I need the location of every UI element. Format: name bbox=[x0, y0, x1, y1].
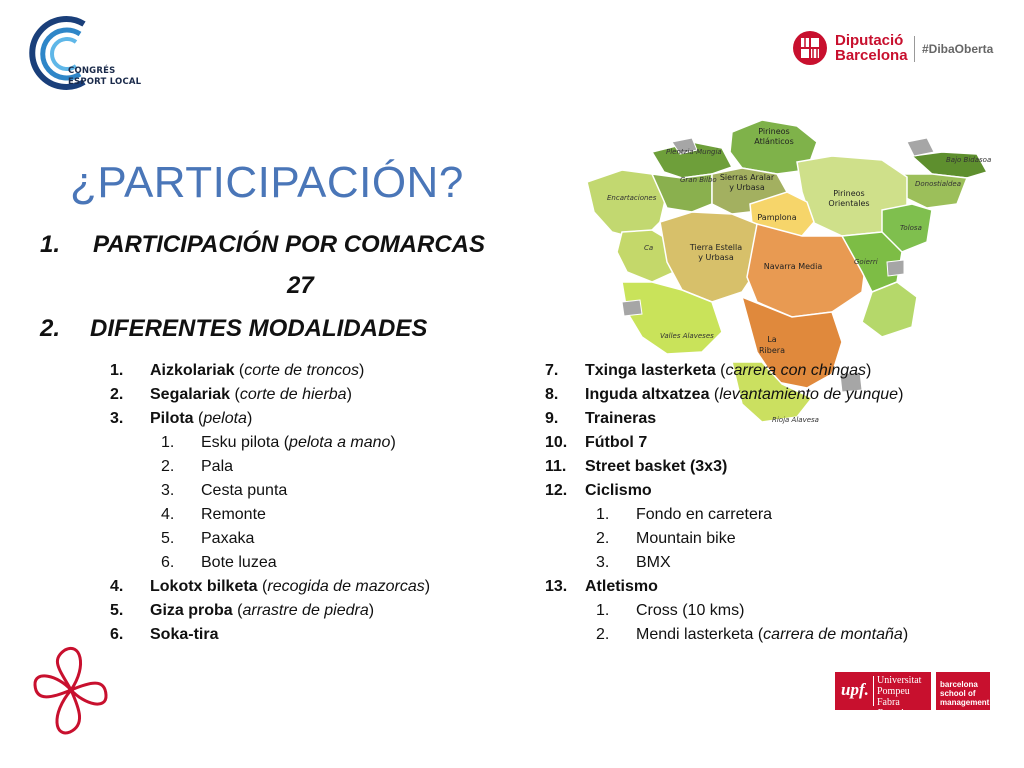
sub-list-item bbox=[161, 551, 277, 575]
list-item-translation: levantamiento de yunque bbox=[719, 386, 899, 403]
map-label-la-1: La bbox=[767, 335, 777, 344]
sub-list-item bbox=[596, 623, 908, 647]
section-2-number: 2. bbox=[40, 315, 61, 342]
list-item-number: 4. bbox=[110, 578, 124, 595]
map-region-east-strip bbox=[862, 282, 917, 337]
list-item-name: Fútbol 7 bbox=[585, 434, 648, 451]
map-label-pirineos-orientales-1: Pirineos bbox=[833, 189, 865, 198]
list-item-paren-close: ) bbox=[424, 578, 431, 595]
map-label-donostialdea: Donostialdea bbox=[915, 180, 962, 188]
bsm-logo bbox=[936, 672, 990, 710]
sub-list-item-text: Cesta punta bbox=[201, 482, 288, 499]
map-label-rioja-alavesa: Rioja Alavesa bbox=[772, 416, 819, 424]
sub-list-item-text: Mendi lasterketa ( bbox=[636, 626, 764, 643]
section-2 bbox=[40, 315, 427, 343]
section-1-label: PARTICIPACIÓN POR COMARCAS bbox=[93, 231, 486, 258]
map-label-valles-alaveses: Valles Alaveses bbox=[660, 332, 714, 340]
map-label-sierras-2: y Urbasa bbox=[729, 183, 765, 192]
map-label-goierri: Goierri bbox=[854, 258, 878, 266]
sub-list-item-text: Fondo en carretera bbox=[636, 506, 773, 523]
map-label-tierra-estella-1: Tierra Estella bbox=[689, 243, 743, 252]
list-item bbox=[110, 383, 352, 407]
sub-list-item-text: Esku pilota ( bbox=[201, 434, 290, 451]
list-item-paren-open: ( bbox=[230, 386, 240, 403]
sub-list-item bbox=[596, 503, 772, 527]
list-item bbox=[110, 599, 374, 623]
map-label-tolosa: Tolosa bbox=[900, 224, 922, 232]
sub-list-item bbox=[161, 431, 396, 455]
list-item-paren-open: ( bbox=[257, 578, 268, 595]
sub-list-item bbox=[596, 599, 744, 623]
list-item-number: 10. bbox=[545, 434, 568, 451]
sub-list-item-number: 2. bbox=[596, 530, 610, 547]
sub-list-item-translation: carrera de montaña bbox=[763, 626, 903, 643]
sub-list-item bbox=[161, 479, 287, 503]
upf-line3: Barcelona bbox=[877, 708, 919, 719]
map-label-pirineos-orientales-2: Orientales bbox=[828, 199, 870, 208]
list-item-paren-close: ) bbox=[368, 602, 375, 619]
list-item-translation: recogida de mazorcas bbox=[267, 578, 425, 595]
list-item-paren-close: ) bbox=[246, 410, 253, 427]
list-item-name: Segalariak bbox=[150, 386, 231, 403]
page-title: ¿PARTICIPACIÓN? bbox=[70, 158, 464, 207]
map-label-sierras-1: Sierras Aralar bbox=[719, 173, 775, 182]
sub-list-item bbox=[596, 527, 736, 551]
bsm-line2: school of bbox=[940, 689, 976, 698]
list-item-number: 9. bbox=[545, 410, 559, 427]
list-item bbox=[545, 575, 658, 599]
list-item-number: 2. bbox=[110, 386, 124, 403]
list-item-name: Traineras bbox=[585, 410, 657, 427]
list-item-paren-close: ) bbox=[359, 362, 365, 379]
sub-list-item-number: 3. bbox=[161, 482, 175, 499]
section-2-label: DIFERENTES MODALIDADES bbox=[90, 315, 428, 342]
sub-list-item-text: Paxaka bbox=[201, 530, 255, 547]
list-item-number: 1. bbox=[110, 362, 124, 379]
list-item bbox=[545, 431, 647, 455]
list-item-number: 8. bbox=[545, 386, 559, 403]
sub-list-item-paren-close: ) bbox=[902, 626, 909, 643]
list-item bbox=[110, 623, 218, 647]
map-grey-patch-3 bbox=[887, 260, 904, 276]
list-item bbox=[545, 455, 727, 479]
sub-list-item-number: 3. bbox=[596, 554, 610, 571]
sub-list-item-number: 1. bbox=[161, 434, 175, 451]
congres-esport-local-logo bbox=[18, 12, 158, 92]
list-item-number: 6. bbox=[110, 626, 124, 643]
sub-list-item-number: 2. bbox=[161, 458, 175, 475]
sub-list-item bbox=[596, 551, 671, 575]
upf-divider bbox=[873, 676, 874, 706]
list-item bbox=[110, 407, 252, 431]
upf-abbr: upf. bbox=[841, 680, 869, 699]
sports-emblem-icon bbox=[30, 640, 112, 740]
list-item-name: Lokotx bilketa bbox=[150, 578, 258, 595]
list-item-translation: arrastre de piedra bbox=[242, 602, 369, 619]
diputacio-emblem-icon bbox=[792, 30, 828, 66]
sub-list-item-text: BMX bbox=[636, 554, 671, 571]
diputacio-barcelona-logo bbox=[792, 30, 1002, 70]
upf-line1: Universitat bbox=[877, 675, 922, 686]
list-item bbox=[545, 383, 903, 407]
map-label-pamplona: Pamplona bbox=[757, 213, 797, 222]
sub-list-item-paren-close: ) bbox=[390, 434, 396, 451]
list-item-number: 5. bbox=[110, 602, 124, 619]
sub-list-item-text: Mountain bike bbox=[636, 530, 736, 547]
list-item-translation: pelota bbox=[203, 410, 247, 427]
list-item-number: 12. bbox=[545, 482, 568, 499]
list-item-name: Street basket (3x3) bbox=[585, 458, 728, 475]
section-1-number: 1. bbox=[40, 231, 61, 258]
sub-list-item-text: Remonte bbox=[201, 506, 266, 523]
sub-list-item-number: 1. bbox=[596, 506, 610, 523]
list-item-paren-close: ) bbox=[898, 386, 904, 403]
list-item-translation: carrera con chingas bbox=[725, 362, 867, 379]
list-item-name: Atletismo bbox=[585, 578, 658, 595]
list-item-name: Inguda altxatzea bbox=[585, 386, 710, 403]
map-grey-patch-2 bbox=[907, 138, 934, 156]
upf-line2: Pompeu Fabra bbox=[877, 686, 910, 708]
sub-list-item-text: Pala bbox=[201, 458, 234, 475]
map-label-navarra-media: Navarra Media bbox=[763, 262, 823, 271]
list-item bbox=[110, 575, 430, 599]
list-item bbox=[545, 359, 871, 383]
sub-list-item-number: 1. bbox=[596, 602, 610, 619]
map-grey-patch-4 bbox=[622, 300, 642, 316]
list-item-name: Pilota bbox=[150, 410, 194, 427]
list-item-number: 7. bbox=[545, 362, 559, 379]
list-item-paren-close: ) bbox=[866, 362, 872, 379]
congres-logo-line1: CONGRÉS bbox=[68, 66, 116, 76]
upf-logo bbox=[835, 672, 931, 719]
bsm-line1: barcelona bbox=[940, 680, 978, 689]
diputacio-line2: Barcelona bbox=[835, 47, 908, 64]
map-label-gran-bilbo: Gran Bilbo bbox=[680, 176, 717, 184]
diputacio-line1: Diputació bbox=[835, 32, 904, 49]
list-item-name: Ciclismo bbox=[585, 482, 652, 499]
sub-list-item bbox=[161, 527, 254, 551]
map-label-tierra-estella-2: y Urbasa bbox=[698, 253, 734, 262]
list-item-number: 13. bbox=[545, 578, 568, 595]
list-item-paren-close: ) bbox=[346, 386, 352, 403]
list-item bbox=[545, 407, 656, 431]
sub-list-item-number: 2. bbox=[596, 626, 610, 643]
list-item-translation: corte de hierba bbox=[239, 386, 347, 403]
logo-divider bbox=[914, 36, 915, 62]
list-item-name: Giza proba bbox=[150, 602, 233, 619]
map-label-encartaciones: Encartaciones bbox=[607, 194, 657, 202]
list-item-paren-open: ( bbox=[715, 362, 726, 379]
list-item-paren-open: ( bbox=[709, 386, 720, 403]
list-item-name: Aizkolariak bbox=[150, 362, 235, 379]
map-label-pirineos-atlanticos: Pirineos bbox=[758, 127, 790, 136]
sub-list-item-number: 6. bbox=[161, 554, 175, 571]
list-item-number: 11. bbox=[545, 458, 567, 475]
list-item-name: Txinga lasterketa bbox=[585, 362, 716, 379]
map-label-cantabria: Ca bbox=[644, 244, 654, 252]
list-item-name: Soka-tira bbox=[150, 626, 219, 643]
congres-logo-line2: ESPORT LOCAL bbox=[68, 77, 142, 87]
list-item-paren-open: ( bbox=[232, 602, 243, 619]
bsm-line3: management bbox=[940, 698, 990, 707]
sub-list-item-text: Cross (10 kms) bbox=[636, 602, 745, 619]
section-1-value: 27 bbox=[287, 272, 314, 299]
sub-list-item-number: 4. bbox=[161, 506, 175, 523]
map-label-bajo-bidasoa: Bajo Bidasoa bbox=[946, 156, 992, 164]
list-item-number: 3. bbox=[110, 410, 124, 427]
section-1 bbox=[40, 231, 485, 259]
list-item-paren-open: ( bbox=[193, 410, 204, 427]
map-label-la-2: Ribera bbox=[759, 346, 785, 355]
list-item-paren-open: ( bbox=[234, 362, 245, 379]
sub-list-item-number: 5. bbox=[161, 530, 175, 547]
diba-hashtag: #DibaOberta bbox=[922, 42, 994, 56]
sub-list-item bbox=[161, 503, 266, 527]
sports-emblem-logo bbox=[30, 640, 112, 740]
list-item bbox=[110, 359, 364, 383]
sub-list-item bbox=[161, 455, 233, 479]
sub-list-item-translation: pelota a mano bbox=[289, 434, 391, 451]
sub-list-item-text: Bote luzea bbox=[201, 554, 277, 571]
list-item-translation: corte de troncos bbox=[244, 362, 359, 379]
map-label-pirineos-atlanticos-2: Atlánticos bbox=[754, 137, 794, 146]
list-item bbox=[545, 479, 652, 503]
map-label-plentzia: Plentzia-Mungia bbox=[666, 148, 722, 156]
